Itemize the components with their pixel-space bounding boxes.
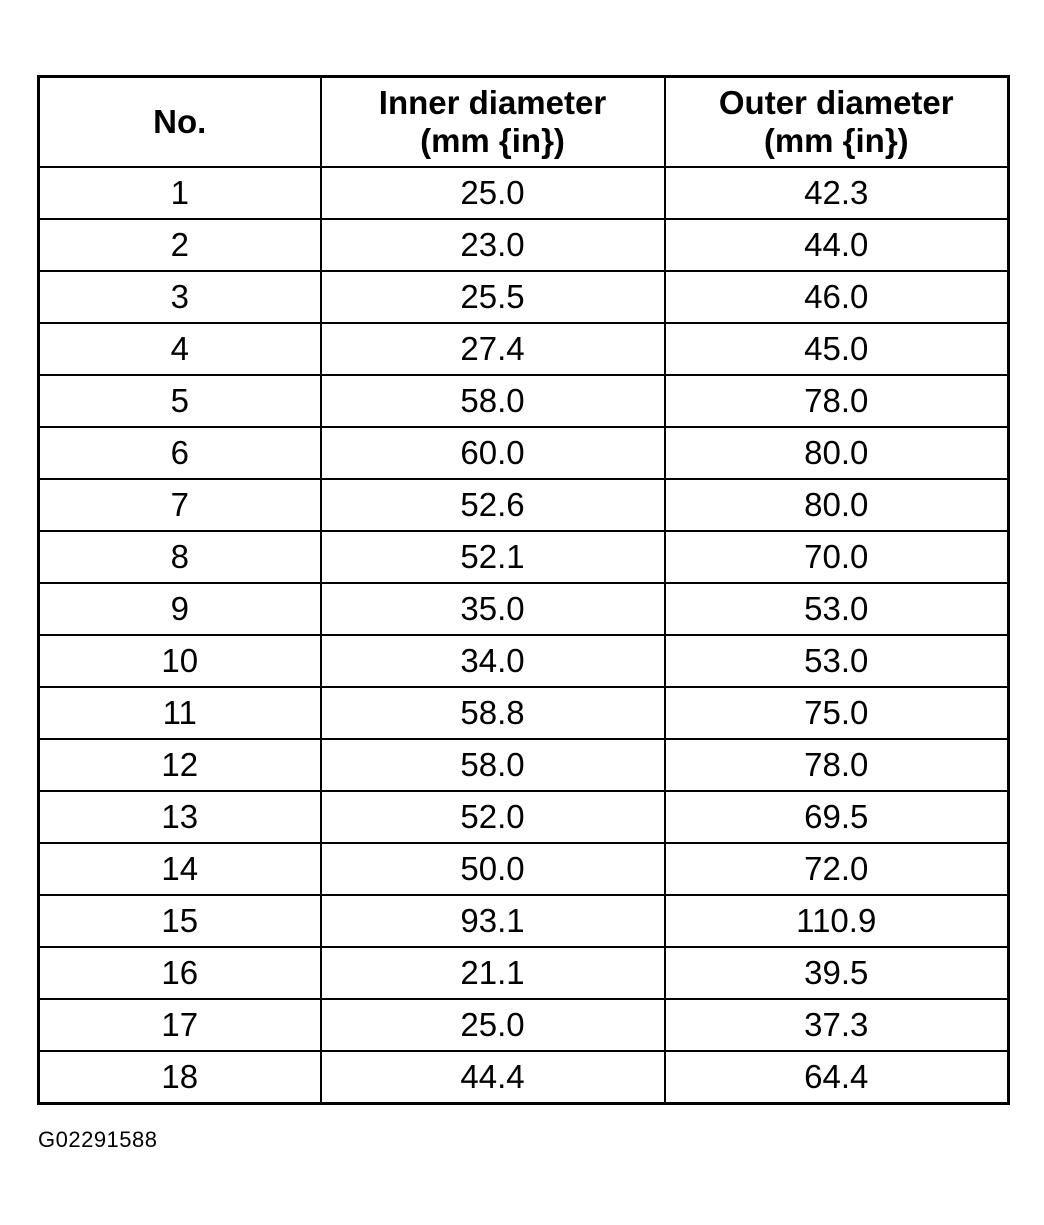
cell-outer-diameter: 64.4 bbox=[665, 1051, 1009, 1104]
cell-inner-diameter: 44.4 bbox=[321, 1051, 665, 1104]
table-row bbox=[39, 219, 1009, 271]
table-row bbox=[39, 583, 1009, 635]
cell-inner-diameter: 23.0 bbox=[321, 219, 665, 271]
cell-no: 6 bbox=[39, 427, 321, 479]
cell-outer-diameter: 42.3 bbox=[665, 167, 1009, 219]
cell-inner-diameter: 21.1 bbox=[321, 947, 665, 999]
cell-inner-diameter: 50.0 bbox=[321, 843, 665, 895]
header-outer-diameter bbox=[665, 77, 1009, 168]
header-inner-diameter-label: Inner diameter bbox=[378, 84, 607, 121]
cell-outer-diameter: 80.0 bbox=[665, 427, 1009, 479]
header-no-label: No. bbox=[153, 103, 207, 140]
cell-no: 11 bbox=[39, 687, 321, 739]
table-row bbox=[39, 739, 1009, 791]
table-row bbox=[39, 531, 1009, 583]
cell-outer-diameter: 75.0 bbox=[665, 687, 1009, 739]
table-row bbox=[39, 999, 1009, 1051]
cell-inner-diameter: 52.0 bbox=[321, 791, 665, 843]
cell-no: 2 bbox=[39, 219, 321, 271]
table-row bbox=[39, 1051, 1009, 1104]
diameter-spec-table bbox=[37, 75, 1010, 1105]
table-row bbox=[39, 375, 1009, 427]
table-body bbox=[39, 167, 1009, 1104]
cell-inner-diameter: 25.5 bbox=[321, 271, 665, 323]
cell-inner-diameter: 58.0 bbox=[321, 739, 665, 791]
cell-inner-diameter: 52.1 bbox=[321, 531, 665, 583]
cell-no: 8 bbox=[39, 531, 321, 583]
cell-no: 17 bbox=[39, 999, 321, 1051]
cell-inner-diameter: 52.6 bbox=[321, 479, 665, 531]
cell-inner-diameter: 58.0 bbox=[321, 375, 665, 427]
cell-no: 5 bbox=[39, 375, 321, 427]
header-inner-diameter bbox=[321, 77, 665, 168]
table-row bbox=[39, 895, 1009, 947]
cell-no: 4 bbox=[39, 323, 321, 375]
cell-inner-diameter: 35.0 bbox=[321, 583, 665, 635]
cell-inner-diameter: 25.0 bbox=[321, 999, 665, 1051]
table-row bbox=[39, 427, 1009, 479]
table-row bbox=[39, 791, 1009, 843]
cell-inner-diameter: 93.1 bbox=[321, 895, 665, 947]
header-row bbox=[39, 77, 1009, 168]
table-row bbox=[39, 635, 1009, 687]
table-row bbox=[39, 167, 1009, 219]
cell-no: 1 bbox=[39, 167, 321, 219]
header-outer-diameter-label: Outer diameter bbox=[718, 84, 954, 121]
cell-outer-diameter: 37.3 bbox=[665, 999, 1009, 1051]
cell-outer-diameter: 110.9 bbox=[665, 895, 1009, 947]
header-no bbox=[39, 77, 321, 168]
cell-no: 14 bbox=[39, 843, 321, 895]
header-inner-diameter-unit: (mm {in}) bbox=[420, 122, 565, 159]
cell-inner-diameter: 34.0 bbox=[321, 635, 665, 687]
cell-no: 12 bbox=[39, 739, 321, 791]
cell-inner-diameter: 25.0 bbox=[321, 167, 665, 219]
cell-no: 3 bbox=[39, 271, 321, 323]
table-row bbox=[39, 687, 1009, 739]
table-row bbox=[39, 479, 1009, 531]
cell-outer-diameter: 46.0 bbox=[665, 271, 1009, 323]
cell-inner-diameter: 58.8 bbox=[321, 687, 665, 739]
table-row bbox=[39, 271, 1009, 323]
cell-outer-diameter: 44.0 bbox=[665, 219, 1009, 271]
cell-outer-diameter: 69.5 bbox=[665, 791, 1009, 843]
cell-no: 18 bbox=[39, 1051, 321, 1104]
cell-outer-diameter: 45.0 bbox=[665, 323, 1009, 375]
cell-outer-diameter: 78.0 bbox=[665, 739, 1009, 791]
table-row bbox=[39, 323, 1009, 375]
cell-outer-diameter: 78.0 bbox=[665, 375, 1009, 427]
cell-no: 13 bbox=[39, 791, 321, 843]
table-header bbox=[39, 77, 1009, 168]
header-outer-diameter-unit: (mm {in}) bbox=[763, 122, 909, 159]
cell-outer-diameter: 70.0 bbox=[665, 531, 1009, 583]
cell-outer-diameter: 53.0 bbox=[665, 635, 1009, 687]
cell-outer-diameter: 72.0 bbox=[665, 843, 1009, 895]
cell-no: 16 bbox=[39, 947, 321, 999]
cell-inner-diameter: 60.0 bbox=[321, 427, 665, 479]
figure-id: G02291588 bbox=[38, 1127, 158, 1152]
cell-inner-diameter: 27.4 bbox=[321, 323, 665, 375]
cell-outer-diameter: 39.5 bbox=[665, 947, 1009, 999]
cell-no: 10 bbox=[39, 635, 321, 687]
cell-no: 9 bbox=[39, 583, 321, 635]
cell-outer-diameter: 80.0 bbox=[665, 479, 1009, 531]
table-row bbox=[39, 947, 1009, 999]
table-row bbox=[39, 843, 1009, 895]
cell-outer-diameter: 53.0 bbox=[665, 583, 1009, 635]
cell-no: 15 bbox=[39, 895, 321, 947]
cell-no: 7 bbox=[39, 479, 321, 531]
